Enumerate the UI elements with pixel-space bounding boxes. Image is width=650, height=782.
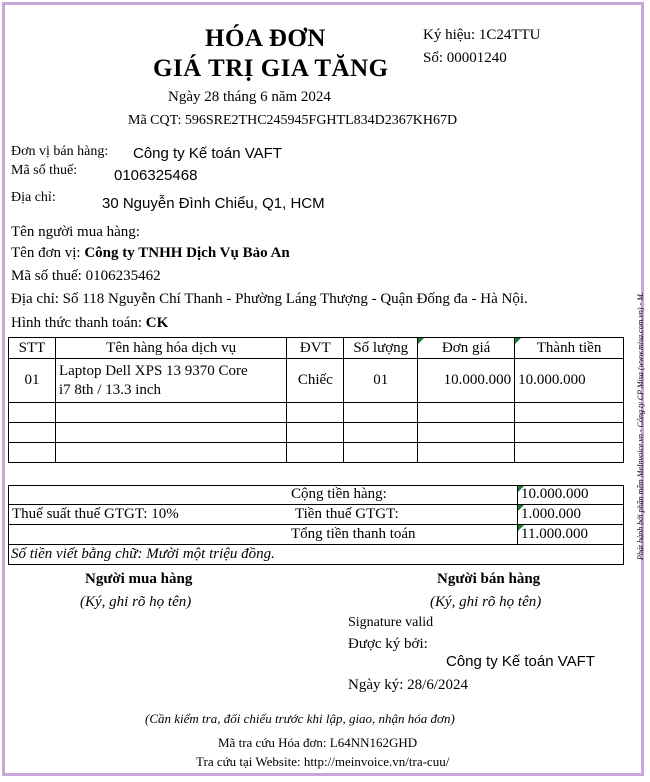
seller-name-label: Đơn vị bán hàng:: [11, 144, 109, 159]
seller-address-label: Địa chỉ:: [11, 190, 56, 205]
seller-tax-code: 0106325468: [114, 167, 198, 184]
invoice-date: Ngày 28 tháng 6 năm 2024: [168, 89, 331, 105]
cell-amount: 10.000.000: [515, 359, 624, 403]
col-header-unit: ĐVT: [287, 338, 344, 359]
payment-label: Hình thức thanh toán:: [11, 315, 143, 331]
totals-divider: [9, 544, 623, 545]
sign-date: Ngày ký: 28/6/2024: [348, 677, 468, 693]
payment-method: CK: [145, 315, 169, 331]
item-name-line2: i7 8th / 13.3 inch: [58, 381, 162, 398]
vat-rate: Thuế suất thuế GTGT: 10%: [12, 506, 179, 522]
cell-item-name: [55, 359, 286, 403]
col-header-stt: STT: [9, 338, 56, 359]
publisher-side-text: Phát hành bởi phần mềm MeInvoice.vn - Công ty CP Misa (www.misa.com.vn) - M.: [636, 292, 645, 560]
buyer-tax-line: [11, 268, 161, 285]
buyer-address: Số 118 Nguyễn Chí Thanh - Phường Láng Thượng - Quận Đống đa - Hà Nội.: [62, 291, 528, 307]
buyer-person-label: Tên người mua hàng:: [11, 224, 140, 240]
seller-signature-title: Người bán hàng: [437, 571, 541, 587]
invoice-title-line1: HÓA ĐƠN: [205, 25, 326, 52]
seller-name: Công ty Kế toán VAFT: [133, 145, 282, 162]
signed-by-label: Được ký bởi:: [348, 636, 428, 652]
seller-tax-label: Mã số thuế:: [11, 163, 78, 178]
buyer-address-label: Địa chỉ:: [11, 291, 59, 307]
buyer-tax-code: 0106235462: [85, 268, 161, 284]
col-header-price: [418, 338, 515, 359]
items-table: [8, 337, 624, 463]
cell-price: 10.000.000: [418, 359, 515, 403]
totals-block: [8, 485, 624, 565]
buyer-address-line: [11, 291, 528, 308]
totals-divider: [9, 504, 623, 505]
totals-column-divider: [517, 486, 518, 544]
subtotal-label: Cộng tiền hàng:: [291, 486, 387, 502]
vat-value: 1.000.000: [521, 506, 581, 522]
payment-line: [11, 315, 168, 332]
lookup-website: Tra cứu tại Website: http://meinvoice.vn/tra-cuu/: [196, 754, 450, 769]
invoice-title-line2: GIÁ TRỊ GIA TĂNG: [153, 55, 389, 82]
item-name-line1: Laptop Dell XPS 13 9370 Core: [58, 362, 248, 379]
table-row-empty: [9, 443, 624, 463]
cell-qty: 01: [344, 359, 418, 403]
table-header-row: [9, 338, 624, 359]
buyer-signature-note: (Ký, ghi rõ họ tên): [80, 594, 192, 610]
seller-signature-note: (Ký, ghi rõ họ tên): [430, 594, 542, 610]
col-header-name: Tên hàng hóa dịch vụ: [55, 338, 286, 359]
table-row: [9, 359, 624, 403]
cqt-code: Mã CQT: 596SRE2THC245945FGHTL834D2367KH67D: [128, 113, 458, 128]
total-value: 11.000.000: [521, 526, 588, 542]
total-label: Tổng tiền thanh toán: [291, 526, 416, 542]
cell-unit: Chiếc: [287, 359, 344, 403]
totals-divider: [9, 524, 623, 525]
buyer-signature-title: Người mua hàng: [85, 571, 193, 587]
buyer-unit: Công ty TNHH Dịch Vụ Bảo An: [84, 245, 290, 261]
table-row-empty: [9, 403, 624, 423]
verification-note: (Cần kiểm tra, đối chiếu trước khi lập, giao, nhận hóa đơn): [145, 711, 455, 726]
cell-comment-marker: [515, 338, 521, 344]
col-header-price-text: Đơn giá: [441, 339, 491, 356]
invoice-number: Số: 00001240: [423, 50, 507, 66]
col-header-amount-text: Thành tiền: [536, 339, 602, 356]
signature-valid: Signature valid: [348, 615, 434, 630]
signed-by-company: Công ty Kế toán VAFT: [446, 653, 595, 670]
amount-in-words: Số tiền viết bằng chữ: Mười một triệu đồng.: [11, 546, 275, 562]
invoice-symbol: Ký hiệu: 1C24TTU: [423, 27, 541, 43]
col-header-amount: [515, 338, 624, 359]
vat-label: Tiền thuế GTGT:: [295, 506, 399, 522]
cell-stt: 01: [9, 359, 56, 403]
buyer-unit-label: Tên đơn vị:: [11, 245, 81, 261]
buyer-tax-label: Mã số thuế:: [11, 268, 82, 284]
lookup-code: Mã tra cứu Hóa đơn: L64NN162GHD: [218, 735, 418, 750]
seller-address: 30 Nguyễn Đình Chiểu, Q1, HCM: [102, 195, 325, 212]
buyer-unit-line: [11, 245, 290, 262]
table-row-empty: [9, 423, 624, 443]
col-header-qty: Số lượng: [344, 338, 418, 359]
subtotal-value: 10.000.000: [521, 486, 589, 502]
cell-comment-marker: [418, 338, 424, 344]
